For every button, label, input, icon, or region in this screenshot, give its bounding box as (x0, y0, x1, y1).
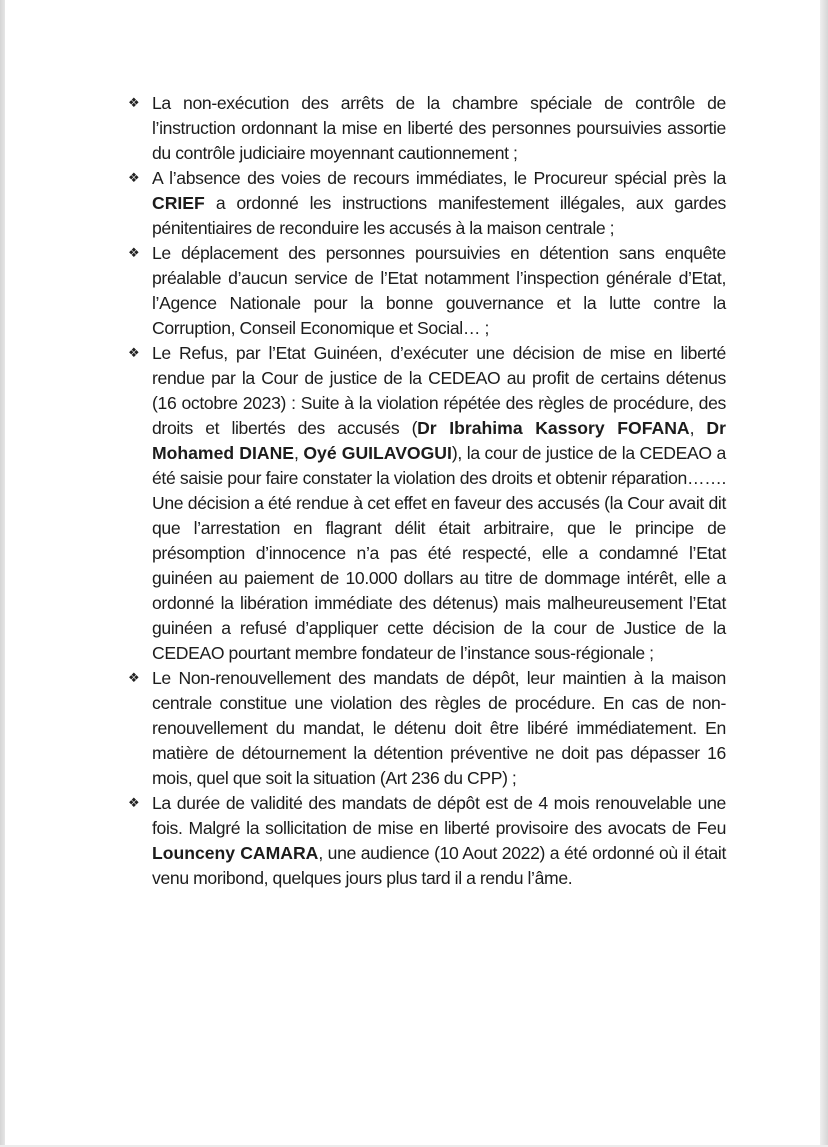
document-page (128, 91, 726, 891)
text-segment: , une audience (10 Aout 2022) a été ordonné où il était venu moribond, quelques jours plus tard il a rendu l’âme. (152, 843, 726, 888)
list-item (128, 791, 726, 891)
text-segment: , (689, 418, 707, 438)
bold-text-segment: CRIEF (152, 193, 205, 213)
diamond-bullet-icon: ❖ (128, 671, 140, 686)
item-text (152, 668, 726, 788)
text-segment: A l’absence des voies de recours immédiates, le Procureur spécial près la (152, 168, 726, 188)
diamond-bullet-icon: ❖ (128, 796, 140, 811)
diamond-bullet-icon: ❖ (128, 96, 140, 111)
bold-text-segment: Dr Ibrahima Kassory FOFANA (417, 418, 690, 438)
text-segment: Le déplacement des personnes poursuivies en détention sans enquête préalable d’aucun service de l’Etat notamment l’inspection générale d’Etat, l’Agence Nationale pour la bonne gouvernance et la lutte contre la Corruption, Conseil Economique et Social… ; (152, 243, 726, 338)
item-text (152, 168, 726, 238)
list-item (128, 241, 726, 341)
list-item (128, 91, 726, 166)
list-item (128, 666, 726, 791)
text-segment: ), la cour de justice de la CEDEAO a été saisie pour faire constater la violation des droits et obtenir réparation……. Une décision a été rendue à cet effet en faveur des accusés (la Cour avait dit que l’arrestation en flagrant délit était arbitraire, que le principe de présomption d’innocence n’a pas été respecté, elle a condamné l’Etat guinéen au paiement de 10.000 dollars au titre de dommage intérêt, elle a ordonné la libération immédiate des détenus) mais malheureusement l’Etat guinéen a refusé d’appliquer cette décision de la cour de Justice de la CEDEAO pourtant membre fondateur de l’instance sous-régionale ; (152, 443, 726, 663)
item-text (152, 793, 726, 888)
page-edge-left (0, 0, 5, 1147)
diamond-bullet-icon: ❖ (128, 171, 140, 186)
text-segment: La non-exécution des arrêts de la chambre spéciale de contrôle de l’instruction ordonnant la mise en liberté des personnes poursuivies assortie du contrôle judiciaire moyennant cautionnement ; (152, 93, 726, 163)
bold-text-segment: Dr Mohamed DIANE (152, 418, 726, 463)
text-segment: Le Non-renouvellement des mandats de dépôt, leur maintien à la maison centrale constitue une violation des règles de procédure. En cas de non-renouvellement du mandat, le détenu doit être libéré immédiatement. En matière de détournement la détention préventive ne doit pas dépasser 16 mois, quel que soit la situation (Art 236 du CPP) ; (152, 668, 726, 788)
text-segment: a ordonné les instructions manifestement illégales, aux gardes pénitentiaires de reconduire les accusés à la maison centrale ; (152, 193, 726, 238)
text-segment: Le Refus, par l’Etat Guinéen, d’exécuter une décision de mise en liberté rendue par la Cour de justice de la CEDEAO au profit de certains détenus (16 octobre 2023) : Suite à la violation répétée des règles de procédure, des droits et libertés des accusés ( (152, 343, 726, 438)
bold-text-segment: Lounceny CAMARA (152, 843, 319, 863)
list-item (128, 341, 726, 666)
bullet-list (128, 91, 726, 891)
text-segment: , (294, 443, 304, 463)
text-segment: La durée de validité des mandats de dépôt est de 4 mois renouvelable une fois. Malgré la sollicitation de mise en liberté provisoire des avocats de Feu (152, 793, 726, 838)
item-text (152, 93, 726, 163)
page-edge-right (820, 0, 828, 1147)
bold-text-segment: Oyé GUILAVOGUI (303, 443, 452, 463)
diamond-bullet-icon: ❖ (128, 246, 140, 261)
item-text (152, 243, 726, 338)
diamond-bullet-icon: ❖ (128, 346, 140, 361)
item-text (152, 343, 726, 663)
list-item (128, 166, 726, 241)
